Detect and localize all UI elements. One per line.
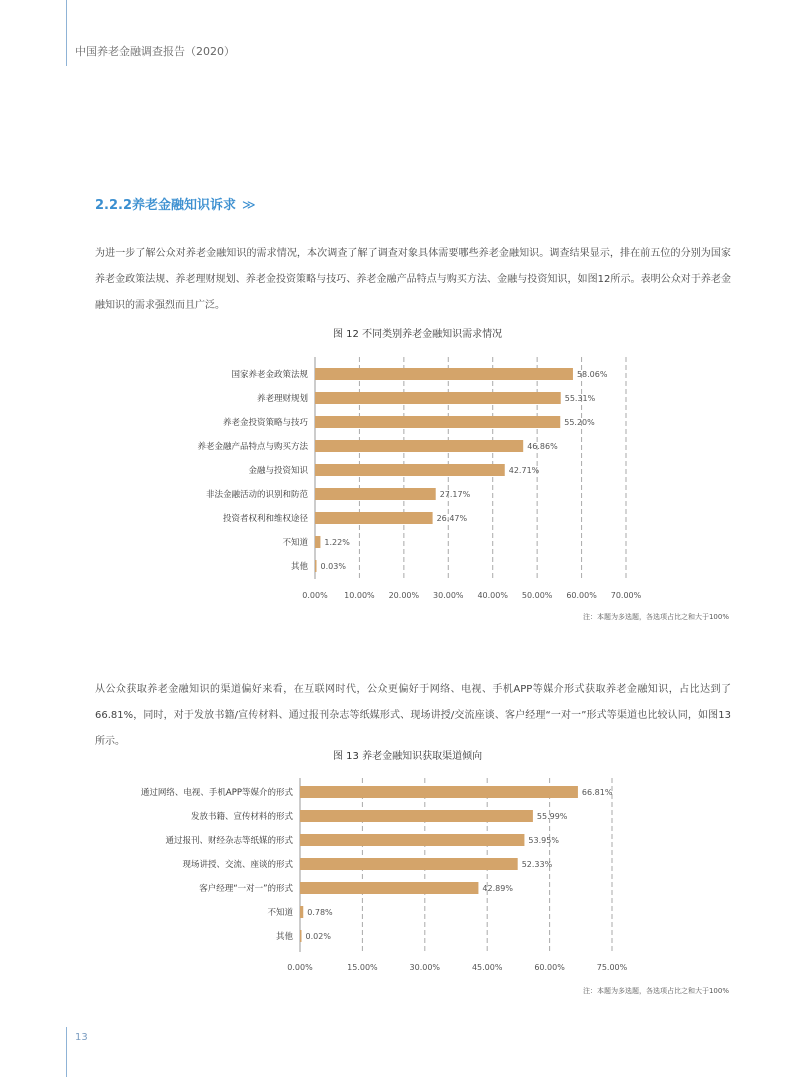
section-title-text: 2.2.2养老金融知识诉求 xyxy=(95,198,237,213)
report-header-title: 中国养老金融调查报告（2020） xyxy=(75,45,235,58)
figure-12-tick-label: 50.00% xyxy=(521,591,553,600)
figure-13-category-label: 现场讲授、交流、座谈的形式 xyxy=(182,860,293,870)
figure-13-bar xyxy=(300,882,478,894)
figure-13-tick-label: 0.00% xyxy=(287,963,313,972)
paragraph-channel-preference: 从公众获取养老金融知识的渠道偏好来看，在互联网时代，公众更偏好于网络、电视、手机APP等媒介形式获取养老金融知识，占比达到了66.81%，同时，对于发放书籍/宣传材料、通过报刊杂志等纸媒形式、现场讲授/交流座谈、客户经理“一对一”形式等渠道也比较认同，如图13所示。 xyxy=(95,684,731,747)
figure-13-category-label: 其他 xyxy=(275,932,293,942)
figure-12-category-label: 国家养老金政策法规 xyxy=(231,370,308,380)
figure-13-value-label: 0.78% xyxy=(307,908,333,917)
figure-13-category-label: 通过网络、电视、手机APP等媒介的形式 xyxy=(140,788,293,798)
figure-12-tick-label: 0.00% xyxy=(302,591,328,600)
figure-12-tick-label: 60.00% xyxy=(566,591,597,600)
figure-13-bar xyxy=(300,930,302,942)
figure-13-value-label: 66.81% xyxy=(581,788,613,797)
figure-12-value-label: 26.47% xyxy=(436,514,468,523)
figure-12-category-label: 养老理财规划 xyxy=(256,394,308,404)
figure-13-bar xyxy=(300,858,518,870)
figure-13-category-label: 不知道 xyxy=(267,908,293,918)
figure-12-tick-label: 30.00% xyxy=(433,591,464,600)
figure-13-category-label: 通过报刊、财经杂志等纸媒的形式 xyxy=(165,836,293,846)
figure-13-value-label: 52.33% xyxy=(521,860,553,869)
figure-12-category-label: 其他 xyxy=(290,562,308,572)
figure-12-value-label: 0.03% xyxy=(320,562,346,571)
page-number: 13 xyxy=(75,1032,88,1043)
figure-13-tick-label: 60.00% xyxy=(534,963,565,972)
figure-12-tick-label: 70.00% xyxy=(610,591,642,600)
figure-13-value-label: 0.02% xyxy=(305,932,331,941)
figure-13-value-label: 55.99% xyxy=(536,812,568,821)
figure-12-category-label: 养老金投资策略与技巧 xyxy=(222,418,308,428)
figure-13-tick-label: 30.00% xyxy=(409,963,441,972)
figure-12-value-label: 55.31% xyxy=(564,394,596,403)
chevron-icon: ≫ xyxy=(242,198,256,213)
figure-12-value-label: 46.86% xyxy=(527,442,558,451)
figure-13-value-label: 42.89% xyxy=(482,884,513,893)
figure-12-category-label: 不知道 xyxy=(282,538,308,548)
figure-12-value-label: 1.22% xyxy=(324,538,350,547)
figure-13-tick-label: 15.00% xyxy=(347,963,378,972)
figure-13-bar xyxy=(300,834,524,846)
figure-13-category-label: 发放书籍、宣传材料的形式 xyxy=(190,812,293,822)
figure-12-value-label: 58.06% xyxy=(576,370,608,379)
figure-12-category-label: 金融与投资知识 xyxy=(248,466,308,476)
paragraph-knowledge-needs: 为进一步了解公众对养老金融知识的需求情况，本次调查了解了调查对象具体需要哪些养老金融知识。调查结果显示，排在前五位的分别为国家养老金政策法规、养老理财规划、养老金投资策略与技巧、养老金融产品特点与购买方法、金融与投资知识，如图12所示。表明公众对于养老金融知识的需求强烈而且广泛。 xyxy=(95,248,731,311)
figure-13-note: 注：本题为多选题，各选项占比之和大于100% xyxy=(582,987,729,995)
figure-12-category-label: 非法金融活动的识别和防范 xyxy=(205,490,308,500)
figure-13-title: 图 13 养老金融知识获取渠道倾向 xyxy=(333,751,483,762)
figure-12-value-label: 27.17% xyxy=(439,490,471,499)
figure-12-value-label: 55.20% xyxy=(564,418,595,427)
figure-13-bar xyxy=(300,786,578,798)
figure-12-tick-label: 10.00% xyxy=(344,591,375,600)
figure-12-title: 图 12 不同类别养老金融知识需求情况 xyxy=(333,329,503,340)
figure-13-bar xyxy=(300,906,303,918)
figure-12-value-label: 42.71% xyxy=(508,466,540,475)
figure-12-category-label: 养老金融产品特点与购买方法 xyxy=(197,442,308,452)
figure-13-tick-label: 75.00% xyxy=(596,963,628,972)
figure-12-tick-label: 40.00% xyxy=(477,591,508,600)
figure-12-category-label: 投资者权利和维权途径 xyxy=(222,514,308,524)
figure-12-note: 注：本题为多选题，各选项占比之和大于100% xyxy=(582,613,729,621)
figure-13-category-label: 客户经理“一对一”的形式 xyxy=(199,884,293,894)
figure-13-value-label: 53.95% xyxy=(528,836,559,845)
figure-13-bar xyxy=(300,810,533,822)
figure-13-tick-label: 45.00% xyxy=(471,963,503,972)
figure-12-tick-label: 20.00% xyxy=(388,591,420,600)
